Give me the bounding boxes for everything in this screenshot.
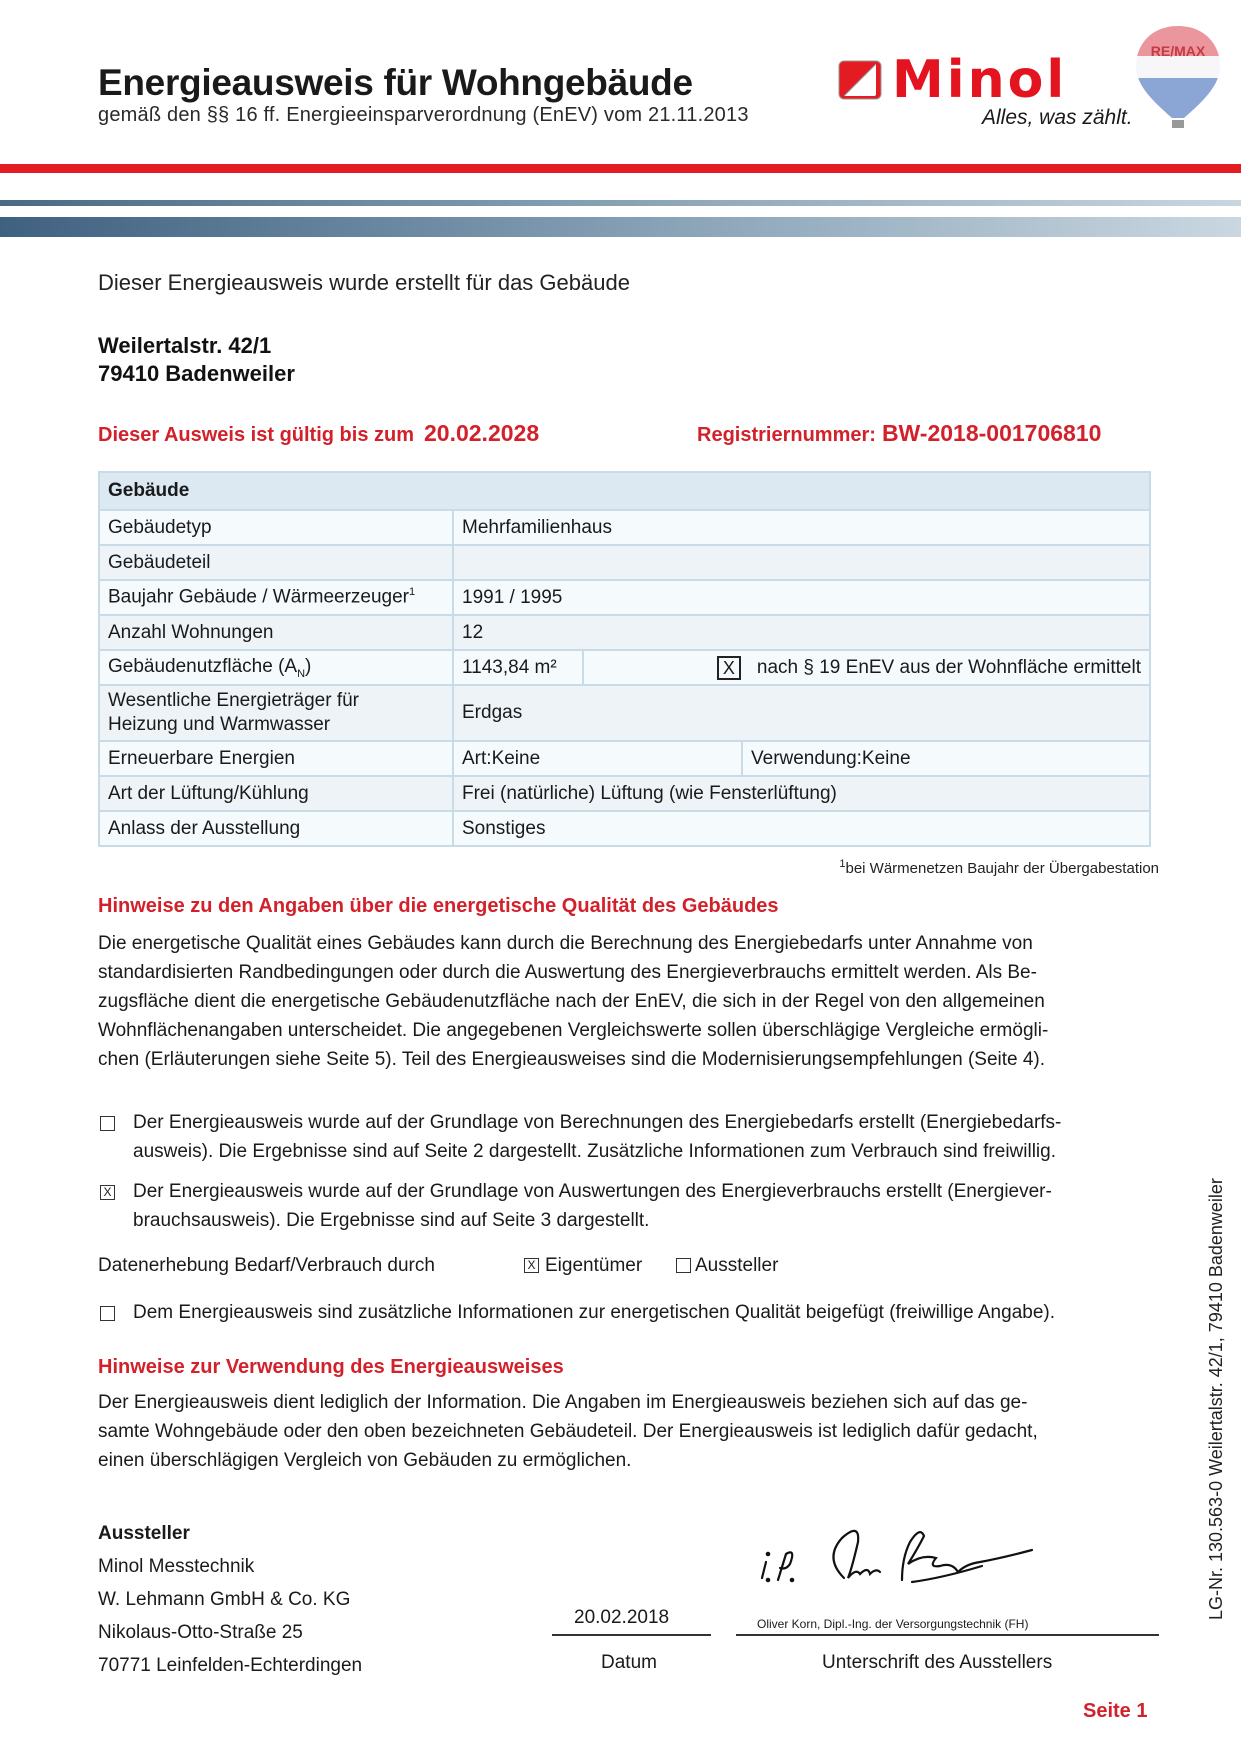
option-text: Dem Energieausweis sind zusätzliche Informationen zur energetischen Qualität beigefügt (freiwillige Angabe). xyxy=(133,1302,1056,1323)
validity xyxy=(98,420,539,447)
wohnflaeche-label: nach § 19 EnEV aus der Wohnfläche ermittelt xyxy=(756,656,1141,678)
issuer-line: 70771 Leinfelden-Echterdingen xyxy=(98,1655,363,1676)
registration-number xyxy=(697,420,1101,447)
renewable-use-label: Verwendung: xyxy=(751,747,862,769)
verbrauchsausweis-checkbox[interactable]: X xyxy=(100,1185,115,1200)
option-text xyxy=(133,1108,1158,1166)
row-label: Gebäudetyp xyxy=(99,510,453,545)
paragraph-line: samte Wohngebäude oder den oben bezeichneten Gebäudeteil. Der Energieausweis ist lediglich dafür gedacht, xyxy=(98,1421,1038,1442)
row-value: Frei (natürliche) Lüftung (wie Fensterlüftung) xyxy=(453,776,1150,811)
footnote-mark: 1 xyxy=(409,586,416,599)
usage-heading: Hinweise zur Verwendung des Energieausweises xyxy=(98,1356,564,1378)
registration-value: BW-2018-001706810 xyxy=(881,420,1102,446)
date-line xyxy=(552,1634,711,1636)
usage-paragraph xyxy=(98,1388,1158,1475)
quality-heading: Hinweise zu den Angaben über die energetische Qualität des Gebäudes xyxy=(98,895,779,917)
row-value xyxy=(453,545,1150,580)
owner-option xyxy=(524,1251,642,1280)
additional-info-checkbox[interactable] xyxy=(100,1306,115,1321)
renewable-type-value: Keine xyxy=(491,747,541,769)
row-label-end: ) xyxy=(305,655,312,677)
header-red-bar xyxy=(0,164,1241,173)
table-footnote xyxy=(839,858,1159,877)
table-row xyxy=(99,741,1150,776)
signer-name: Oliver Korn, Dipl.-Ing. der Versorgungstechnik (FH) xyxy=(757,1617,1029,1631)
validity-label: Dieser Ausweis ist gültig bis zum xyxy=(98,424,414,446)
row-label-text: Gebäudenutzfläche (A xyxy=(108,655,298,677)
table-row xyxy=(99,580,1150,615)
row-label-line: Heizung und Warmwasser xyxy=(108,714,331,735)
building-address xyxy=(98,332,295,388)
table-row xyxy=(99,776,1150,811)
footnote-mark: 1 xyxy=(839,858,846,870)
validity-date: 20.02.2028 xyxy=(424,420,540,446)
issuer-heading: Aussteller xyxy=(98,1523,190,1544)
table-row xyxy=(99,685,1150,741)
date-label: Datum xyxy=(601,1652,657,1673)
paragraph-line: einen überschlägigen Vergleich von Gebäuden zu ermöglichen. xyxy=(98,1450,632,1471)
table-row xyxy=(99,510,1150,545)
row-value: Mehrfamilienhaus xyxy=(453,510,1150,545)
renewable-use-value: Keine xyxy=(861,747,911,769)
paragraph-line: standardisierten Randbedingungen oder durch die Auswertung des Energieverbrauchs ermittelt werden. Als Be- xyxy=(98,962,1037,983)
option-line: brauchsausweis). Die Ergebnisse sind auf Seite 3 dargestellt. xyxy=(133,1210,650,1231)
registration-label: Registriernummer: xyxy=(697,424,876,446)
intro-text: Dieser Energieausweis wurde erstellt für das Gebäude xyxy=(98,270,630,295)
issuer-label: Aussteller xyxy=(695,1255,779,1276)
signature-image xyxy=(752,1518,1062,1598)
owner-checkbox[interactable]: X xyxy=(524,1258,539,1273)
row-label: Art der Lüftung/Kühlung xyxy=(99,776,453,811)
row-label: Anzahl Wohnungen xyxy=(99,615,453,650)
paragraph-line: Der Energieausweis dient lediglich der Information. Die Angaben im Energieausweis beziehen sich auf das ge- xyxy=(98,1392,1028,1413)
subscript: N xyxy=(297,667,306,680)
table-row xyxy=(99,545,1150,580)
balloon-label: RE/MAX xyxy=(1150,43,1206,59)
side-reference-text: LG-Nr. 130.563-0 Weilertalstr. 42/1, 79410 Badenweiler xyxy=(1206,1178,1226,1620)
table-row xyxy=(99,811,1150,846)
renewable-type-label: Art: xyxy=(462,747,492,769)
remax-balloon-icon xyxy=(1132,22,1224,132)
row-label xyxy=(99,685,453,741)
address-street: Weilertalstr. 42/1 xyxy=(98,333,272,358)
option-verbrauchsausweis xyxy=(98,1177,1158,1235)
table-header: Gebäude xyxy=(99,472,1150,510)
row-value: 1991 / 1995 xyxy=(453,580,1150,615)
logo-wordmark: Minol xyxy=(892,50,1068,110)
option-text xyxy=(133,1177,1158,1235)
minol-logo-mark-icon xyxy=(838,60,882,100)
header-blue-bar-thick xyxy=(0,217,1241,237)
wohnflaeche-checkbox[interactable]: X xyxy=(717,656,741,680)
bedarfsausweis-checkbox[interactable] xyxy=(100,1116,115,1131)
owner-label: Eigentümer xyxy=(545,1255,643,1276)
signature-label: Unterschrift des Ausstellers xyxy=(822,1652,1053,1673)
header-blue-bar-thin xyxy=(0,200,1241,206)
row-label-text: Baujahr Gebäude / Wärmeerzeuger xyxy=(108,586,409,608)
row-value: 1143,84 m² xyxy=(453,650,583,685)
footnote-text: bei Wärmenetzen Baujahr der Übergabestation xyxy=(845,860,1159,877)
issuer-checkbox[interactable] xyxy=(676,1258,691,1273)
row-label xyxy=(99,580,453,615)
renewable-use xyxy=(742,741,1150,776)
page-number: Seite 1 xyxy=(1083,1700,1148,1722)
building-table xyxy=(98,471,1151,847)
minol-logo xyxy=(838,50,1158,130)
option-line: ausweis). Die Ergebnisse sind auf Seite 2 dargestellt. Zusätzliche Informationen zum Verbrauch sind freiwillig. xyxy=(133,1141,1057,1162)
issuer-option xyxy=(676,1251,778,1280)
data-collection-label: Datenerhebung Bedarf/Verbrauch durch xyxy=(98,1255,435,1276)
data-collection xyxy=(98,1251,1158,1280)
paragraph-line: Die energetische Qualität eines Gebäudes kann durch die Berechnung des Energiebedarfs unter Annahme von xyxy=(98,933,1033,954)
row-label-line: Wesentliche Energieträger für xyxy=(108,690,359,711)
table-row xyxy=(99,650,1150,685)
signature-line xyxy=(736,1634,1159,1636)
option-additional-info xyxy=(98,1298,1158,1327)
issue-date: 20.02.2018 xyxy=(574,1607,670,1628)
row-value: Erdgas xyxy=(453,685,1150,741)
issuer-block xyxy=(98,1517,362,1682)
renewable-type xyxy=(453,741,742,776)
document-subtitle: gemäß den §§ 16 ff. Energieeinsparverordnung (EnEV) vom 21.11.2013 xyxy=(98,104,749,126)
paragraph-line: Wohnflächenangaben unterscheidet. Die angegebenen Vergleichswerte sollen überschlägige Vergleiche ermögli- xyxy=(98,1020,1049,1041)
table-row xyxy=(99,615,1150,650)
row-label: Erneuerbare Energien xyxy=(99,741,453,776)
row-label xyxy=(99,650,453,685)
paragraph-line: chen (Erläuterungen siehe Seite 5). Teil des Energieausweises sind die Modernisierungsempfehlungen (Seite 4). xyxy=(98,1049,1046,1070)
issuer-line: Nikolaus-Otto-Straße 25 xyxy=(98,1622,303,1643)
issuer-line: W. Lehmann GmbH & Co. KG xyxy=(98,1589,351,1610)
row-label: Gebäudeteil xyxy=(99,545,453,580)
issuer-line: Minol Messtechnik xyxy=(98,1556,255,1577)
wohnflaeche-option xyxy=(583,650,1150,685)
row-label: Anlass der Ausstellung xyxy=(99,811,453,846)
row-value: Sonstiges xyxy=(453,811,1150,846)
table-header-row xyxy=(99,472,1150,510)
row-value: 12 xyxy=(453,615,1150,650)
document-title: Energieausweis für Wohngebäude xyxy=(98,62,693,103)
option-line: Der Energieausweis wurde auf der Grundlage von Berechnungen des Energiebedarfs erstellt (Energiebedarfs- xyxy=(133,1112,1062,1133)
option-line: Der Energieausweis wurde auf der Grundlage von Auswertungen des Energieverbrauchs erstellt (Energiever- xyxy=(133,1181,1052,1202)
logo-slogan: Alles, was zählt. xyxy=(982,106,1133,129)
option-bedarfsausweis xyxy=(98,1108,1158,1166)
paragraph-line: zugsfläche dient die energetische Gebäudenutzfläche nach der EnEV, die sich in der Regel von den allgemeinen xyxy=(98,991,1045,1012)
quality-paragraph xyxy=(98,929,1158,1074)
address-city: 79410 Badenweiler xyxy=(98,361,295,386)
